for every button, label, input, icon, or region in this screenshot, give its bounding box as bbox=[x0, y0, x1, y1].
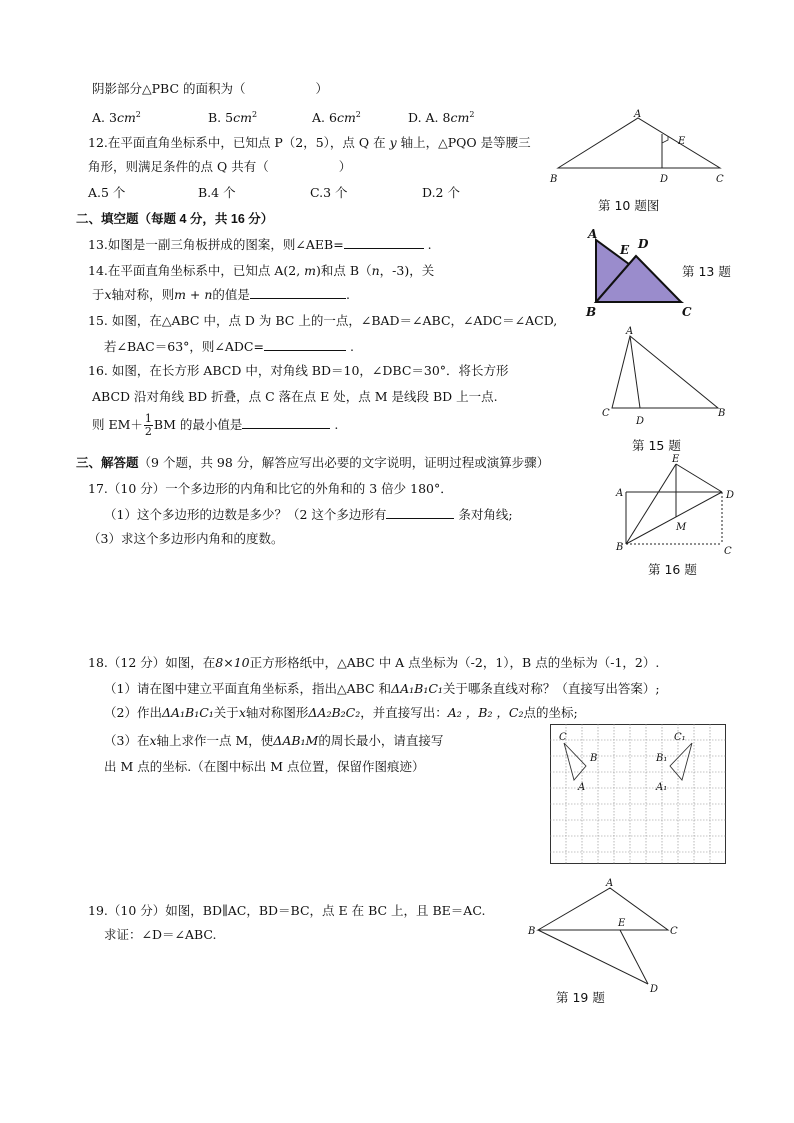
q11-text: 阴影部分△PBC 的面积为（ bbox=[92, 81, 246, 96]
fig15-label-c: C bbox=[602, 408, 610, 419]
grid-label-a1: A₁ bbox=[656, 782, 668, 793]
q14-answer-blank[interactable] bbox=[250, 286, 346, 299]
q18-line5: 出 M 点的坐标.（在图中标出 M 点位置，保留作图痕迹） bbox=[104, 759, 425, 774]
q15-line1: 15. 如图，在△ABC 中，点 D 为 BC 上的一点，∠BAD＝∠ABC，∠ADC＝∠ACD, bbox=[88, 313, 558, 328]
fig10-label-a: A bbox=[634, 109, 642, 120]
fig19-label-c: C bbox=[670, 926, 678, 937]
q12-option-b: B.4 个 bbox=[198, 185, 236, 200]
q18-line3: （2）作出ΔA₁B₁C₁关于x轴对称图形ΔA₂B₂C₂，并直接写出：A₂ ，B₂ ，C₂点的坐标; bbox=[104, 705, 578, 720]
q11-option-c: A. $6cm^2$ bbox=[312, 110, 361, 126]
grid-label-c1: C₁ bbox=[674, 732, 686, 743]
fig15-label-d: D bbox=[636, 416, 645, 427]
fig19-label-a: A bbox=[606, 878, 614, 889]
figure-10 bbox=[550, 109, 730, 185]
fig16-label-b: B bbox=[616, 542, 624, 553]
q12-line2: 角形，则满足条件的点 Q 共有（ ） bbox=[88, 159, 352, 174]
q16-line3: 则 EM＋ $\frac{1}{2}$ BM 的最小值是 . bbox=[92, 412, 339, 438]
fig13-label-c: C bbox=[682, 305, 692, 319]
figure-15 bbox=[600, 326, 730, 427]
q11-option-a: A. $3cm^2$ bbox=[92, 110, 141, 126]
q17-line3: （3）求这个多边形内角和的度数。 bbox=[88, 531, 284, 546]
q13-answer-blank[interactable] bbox=[344, 236, 424, 249]
q11-option-b: B. $5cm^2$ bbox=[208, 110, 258, 126]
q16-answer-blank[interactable] bbox=[242, 416, 330, 429]
grid-label-c: C bbox=[559, 732, 567, 743]
q15-answer-blank[interactable] bbox=[264, 338, 346, 351]
q18-line1: 18.（12 分）如图，在8×10正方形格纸中，△ABC 中 A 点坐标为（-2，1），B 点的坐标为（-1，2）. bbox=[88, 655, 660, 670]
fig13-label-d: D bbox=[638, 237, 649, 251]
fig16-label-c: C bbox=[724, 546, 732, 557]
grid-label-a: A bbox=[578, 782, 586, 793]
fig16-label-e: E bbox=[672, 454, 680, 465]
fig13-label-a: A bbox=[588, 227, 598, 241]
q11-question bbox=[92, 80, 328, 98]
fig10-label-b: B bbox=[550, 174, 558, 185]
q18-line2: （1）请在图中建立平面直角坐标系，指出△ABC 和ΔA₁B₁C₁关于哪条直线对称？（直接写出答案）; bbox=[104, 681, 660, 696]
q15-line2: 若∠BAC＝63°，则∠ADC= . bbox=[104, 339, 354, 354]
figure-16 bbox=[612, 454, 742, 558]
fig10-caption: 第 10 题图 bbox=[598, 198, 660, 213]
q12-line1: 12.在平面直角坐标系中，已知点 P（2，5），点 Q 在 y 轴上，△PQO 是等腰三 bbox=[88, 135, 531, 150]
fig10-label-e: E bbox=[678, 136, 686, 147]
fig19-label-d: D bbox=[650, 984, 659, 995]
fig16-label-d: D bbox=[726, 490, 735, 501]
q19-line2: 求证：∠D＝∠ABC. bbox=[104, 927, 217, 942]
fig16-label-a: A bbox=[616, 488, 624, 499]
fig16-caption: 第 16 题 bbox=[648, 562, 697, 577]
fig10-label-c: C bbox=[716, 174, 724, 185]
grid-label-b1: B₁ bbox=[656, 753, 668, 764]
section2-title: 二、填空题（每题 4 分，共 16 分） bbox=[76, 212, 274, 226]
section3-heading bbox=[76, 454, 549, 472]
q13-question: 13.如图是一副三角板拼成的图案，则∠AEB= . bbox=[88, 237, 432, 252]
fig16-label-m: M bbox=[676, 522, 687, 533]
q12-option-c: C.3 个 bbox=[310, 185, 348, 200]
q11-close: ） bbox=[315, 81, 328, 96]
q17-line1: 17.（10 分）一个多边形的内角和比它的外角和的 3 倍少 180°． bbox=[88, 481, 453, 496]
fig15-caption: 第 15 题 bbox=[632, 438, 681, 453]
q18-line4: （3）在x轴上求作一点 M，使ΔAB₁M的周长最小，请直接写 bbox=[104, 733, 444, 748]
figure-19 bbox=[528, 878, 688, 995]
q12-option-d: D.2 个 bbox=[422, 185, 460, 200]
figure-18-grid bbox=[550, 724, 726, 864]
fig19-caption: 第 19 题 bbox=[556, 990, 605, 1005]
q12-option-a: A.5 个 bbox=[88, 185, 126, 200]
figure-13 bbox=[586, 227, 696, 320]
q14-line2: 于x轴对称，则m + n的值是 . bbox=[92, 287, 350, 302]
fig13-caption: 第 13 题 bbox=[682, 264, 731, 279]
q16-fraction: $\frac{1}{2}$ bbox=[144, 412, 152, 438]
fig15-label-b: B bbox=[718, 408, 726, 419]
fig13-label-b: B bbox=[586, 305, 597, 319]
fig15-label-a: A bbox=[626, 326, 634, 337]
q16-line1: 16. 如图，在长方形 ABCD 中，对角线 BD＝10，∠DBC＝30°．将长方形 bbox=[88, 363, 509, 378]
q17-line2: （1）这个多边形的边数是多少？（2 这个多边形有 条对角线; bbox=[104, 507, 513, 522]
q12-var: y bbox=[389, 135, 397, 150]
q11-option-d: D. A. $8cm^2$ bbox=[408, 110, 475, 126]
fig19-label-e: E bbox=[618, 918, 626, 929]
q17-answer-blank[interactable] bbox=[386, 506, 454, 519]
section3-note: （9 个题，共 98 分，解答应写出必要的文字说明，证明过程或演算步骤） bbox=[138, 455, 550, 470]
grid-label-b: B bbox=[590, 753, 598, 764]
q19-line1: 19.（10 分）如图，BD∥AC，BD＝BC，点 E 在 BC 上，且 BE＝AC. bbox=[88, 903, 486, 918]
section3-title: 三、解答题 bbox=[76, 456, 139, 470]
fig13-label-e: E bbox=[620, 243, 630, 257]
fig10-label-d: D bbox=[660, 174, 669, 185]
fig19-label-b: B bbox=[528, 926, 536, 937]
q16-line2: ABCD 沿对角线 BD 折叠，点 C 落在点 E 处，点 M 是线段 BD 上一点. bbox=[92, 389, 498, 404]
q14-line1: 14.在平面直角坐标系中，已知点 A(2, m)和点 B（n，-3)，关 bbox=[88, 263, 435, 278]
grid-lines bbox=[550, 724, 726, 864]
